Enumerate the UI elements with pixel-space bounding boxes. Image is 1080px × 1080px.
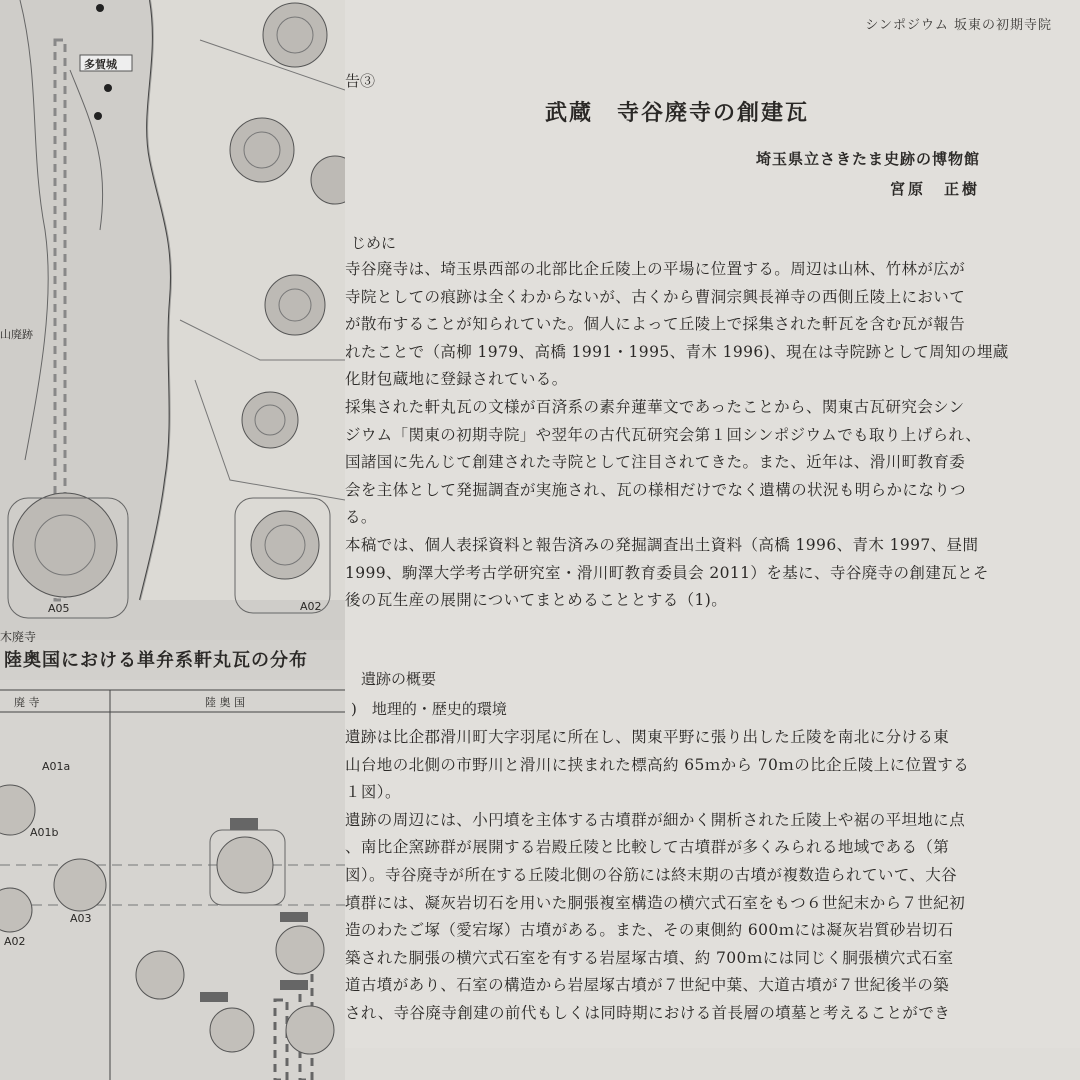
map-caption: 陸奥国における単弁系軒丸瓦の分布 <box>4 650 308 671</box>
text-line: 遺跡は比企郡滑川町大字羽尾に所在し、関東平野に張り出した丘陵を南北に分ける東 <box>345 728 950 746</box>
environment-body <box>345 724 1045 1028</box>
right-page <box>345 0 1080 1080</box>
page-bottom-edge <box>345 1048 1080 1080</box>
text-line: が散布することが知られていた。個人によって丘陵上で採集された軒瓦を含む瓦が報告 <box>345 315 966 334</box>
text-line: 会を主体として発掘調査が実施され、瓦の様相だけでなく遺構の状況も明らかになりつ <box>345 480 967 499</box>
table-label-a02: A02 <box>4 935 26 948</box>
text-line: 採集された軒丸瓦の文様が百済系の素弁蓮華文であったことから、関東古瓦研究会シン <box>345 397 965 416</box>
text-line: 築された胴張の横穴式石室を有する岩屋塚古墳、約 700ｍには同じく胴張横穴式石室 <box>345 948 954 967</box>
table-header-mutsu: 陸 奥 国 <box>205 696 245 709</box>
table-header-temple: 廃 寺 <box>14 696 40 709</box>
text-line: 造のわたご塚（愛宕塚）古墳がある。また、その東側約 600ｍには凝灰岩質砂岩切石 <box>345 921 954 940</box>
map-label-temple: 木廃寺 <box>0 630 37 644</box>
text-line: 国諸国に先んじて創建された寺院として注目されてきた。また、近年は、滑川町教育委 <box>345 453 966 472</box>
section-heading-intro: じめに <box>351 234 397 252</box>
map-label-tagajo: 多賀城 <box>84 58 117 71</box>
text-line: 、南比企窯跡群が展開する岩殿丘陵と比較して古墳群が多くみられる地域である（第 <box>345 838 950 857</box>
text-line: 寺谷廃寺は、埼玉県西部の北部比企丘陵上の平場に位置する。周辺は山林、竹林が広が <box>345 260 966 278</box>
running-header: シンポジウム 坂東の初期寺院 <box>865 18 1052 33</box>
map-label-ruins: 山廃跡 <box>0 328 33 341</box>
map-label-a05: A05 <box>48 602 70 615</box>
table-label-a01a: A01a <box>42 760 71 773</box>
intro-body <box>345 256 1045 615</box>
text-line: 後の瓦生産の展開についてまとめることとする（1)。 <box>345 591 728 610</box>
text-line: る。 <box>345 508 377 527</box>
text-line: 墳群には、凝灰岩切石を用いた胴張複室構造の横穴式石室をもつ６世紀末から７世紀初 <box>345 893 966 912</box>
report-number: 告③ <box>345 72 376 90</box>
article-title: 武蔵 寺谷廃寺の創建瓦 <box>545 100 810 126</box>
text-line: 寺院としての痕跡は全くわからないが、古くから曹洞宗興長禅寺の西側丘陵上において <box>345 287 966 306</box>
text-line: 1999、駒澤大学考古学研究室・滑川町教育委員会 2011）を基に、寺谷廃寺の創建瓦とそ <box>345 563 989 582</box>
section-heading-chapter1: 遺跡の概要 <box>361 670 437 688</box>
text-line: れたことで（高柳 1979、高橋 1991・1995、青木 1996)、現在は寺院跡として周知の埋蔵 <box>345 342 1009 361</box>
text-line: ジウム「関東の初期寺院」や翌年の古代瓦研究会第１回シンポジウムでも取り上げられ、 <box>345 425 982 444</box>
text-line: 化財包蔵地に登録されている。 <box>345 370 568 389</box>
text-line: 遺跡の周辺には、小円墳を主体する古墳群が細かく開析された丘陵上や裾の平坦地に点 <box>345 810 966 829</box>
author-name: 宮原 正樹 <box>889 180 980 198</box>
author-affiliation: 埼玉県立さきたま史跡の博物館 <box>755 150 980 168</box>
text-line: 山台地の北側の市野川と滑川に挟まれた標高約 65ｍから 70ｍの比企丘陵上に位置する <box>345 755 970 774</box>
table-label-a03: A03 <box>70 912 92 925</box>
text-line: 道古墳があり、石室の構造から岩屋塚古墳が７世紀中葉、大道古墳が７世紀後半の築 <box>345 976 950 995</box>
text-line: 本稿では、個人表採資料と報告済みの発掘調査出土資料（高橋 1996、青木 1997、昼間 <box>345 535 979 554</box>
distribution-map <box>0 0 345 1080</box>
table-label-a01b: A01b <box>30 826 59 839</box>
map-label-a02: A02 <box>300 600 322 613</box>
text-line: され、寺谷廃寺創建の前代もしくは同時期における首長層の墳墓と考えることができ <box>345 1003 951 1022</box>
text-line: １図）。 <box>345 783 401 802</box>
subsection-heading-environment: ) 地理的・歴史的環境 <box>351 700 507 718</box>
left-page-map <box>0 0 345 1080</box>
text-line: 図）。寺谷廃寺が所在する丘陵北側の谷筋には終末期の古墳が複数造られていて、大谷 <box>345 865 958 884</box>
